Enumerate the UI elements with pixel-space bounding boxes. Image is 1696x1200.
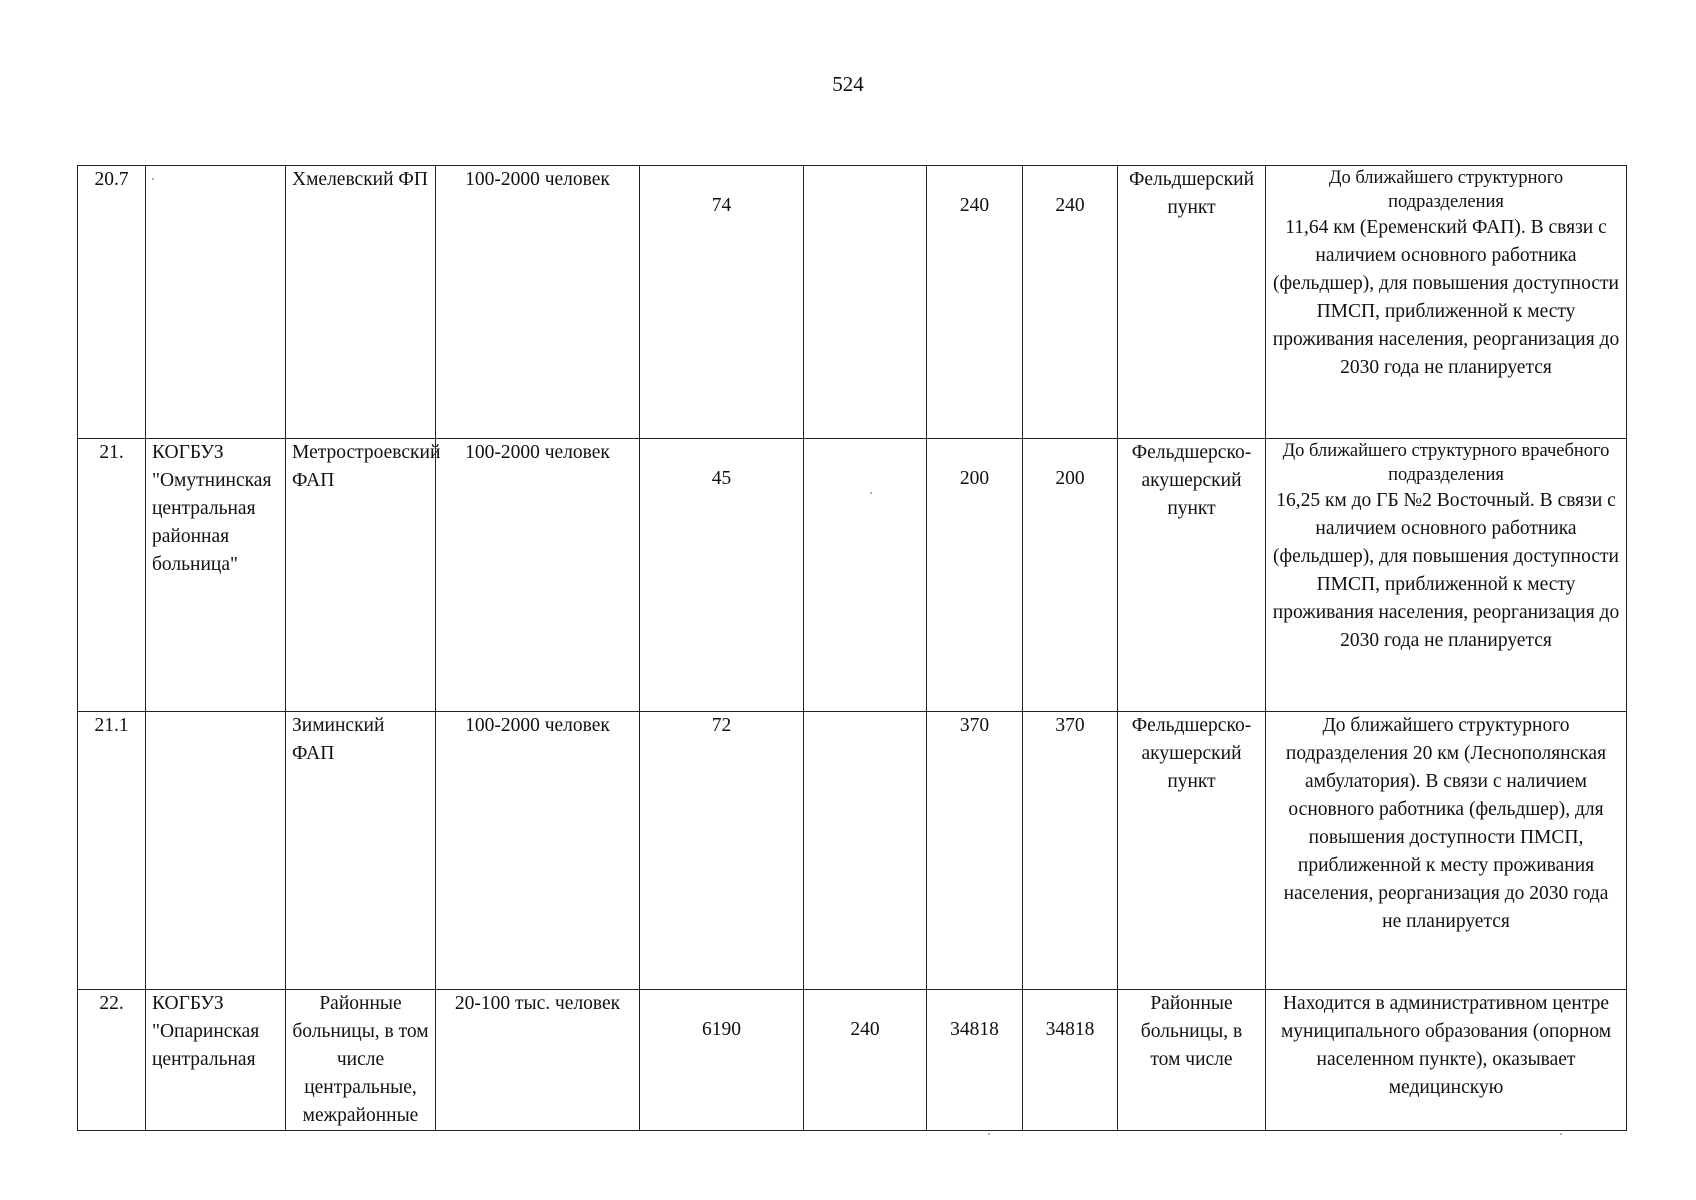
facility-name-cell: Хмелевский ФП: [286, 166, 436, 439]
value-cell: [804, 166, 927, 439]
table-row: [78, 990, 1627, 1131]
facility-type-cell: Фельдшерско-акушерский пункт: [1118, 439, 1266, 712]
value-cell: [1023, 990, 1118, 1131]
value-cell: [640, 439, 804, 712]
value-cell: [804, 712, 927, 990]
value-cell: [1023, 439, 1118, 712]
organization-cell: [146, 712, 286, 990]
note-head: До ближайшего структурного подразделения: [1328, 168, 1564, 212]
note-body: До ближайшего структурного подразделения 20 км (Леснополянская амбулатория). В связи с наличием основного работника (фельдшер), для повышения доступности ПМСП, приближенной к месту проживания населения, реорганизация до 2030 года не планируется: [1283, 715, 1609, 932]
facility-name-cell: Зиминский ФАП: [286, 712, 436, 990]
value-cell: [640, 990, 804, 1131]
value-cell: [927, 439, 1023, 712]
facility-name-cell: Метростроевский ФАП: [286, 439, 436, 712]
note-head: До ближайшего структурного врачебного подразделения: [1282, 441, 1610, 485]
value-text: 45: [711, 468, 732, 489]
facility-name-cell: Районные больницы, в том числе центральные, межрайонные: [286, 990, 436, 1131]
facility-type-cell: Районные больницы, в том числе: [1118, 990, 1266, 1131]
row-number: 22.: [78, 990, 146, 1131]
value-cell: 370: [1023, 712, 1118, 990]
value-text: 240: [1055, 195, 1085, 216]
value-text: 240: [959, 195, 990, 216]
value-text: 34818: [1045, 1019, 1095, 1040]
scan-speck: [152, 178, 154, 180]
value-text: 74: [711, 195, 732, 216]
value-cell: [804, 990, 927, 1131]
note-body: 11,64 км (Еременский ФАП). В связи с наличием основного работника (фельдшер), для повышения доступности ПМСП, приближенной к месту проживания населения, реорганизация до 2030 года не планируется: [1272, 217, 1620, 378]
row-number: 21.: [78, 439, 146, 712]
scan-speck: [1560, 1133, 1562, 1135]
note-body: Находится в административном центре муниципального образования (опорном населенном пункте), оказывает медицинскую: [1280, 993, 1612, 1098]
facility-type-cell: Фельдшерско-акушерский пункт: [1118, 712, 1266, 990]
note-body: 16,25 км до ГБ №2 Восточный. В связи с наличием основного работника (фельдшер), для повышения доступности ПМСП, приближенной к месту проживания населения, реорганизация до 2030 года не планируется: [1272, 490, 1620, 651]
population-cell: 20-100 тыс. человек: [436, 990, 640, 1131]
value-cell: [927, 166, 1023, 439]
table-row: [78, 712, 1627, 990]
row-number: 21.1: [78, 712, 146, 990]
page-number: 524: [832, 72, 864, 96]
note-cell: [1266, 166, 1627, 439]
value-text: [810, 439, 920, 465]
value-cell: 72: [640, 712, 804, 990]
note-cell: [1266, 712, 1627, 990]
table-row: [78, 166, 1627, 439]
population-cell: 100-2000 человек: [436, 712, 640, 990]
value-text: [810, 166, 920, 192]
note-cell: [1266, 439, 1627, 712]
value-text: 200: [1055, 468, 1085, 489]
organization-cell: КОГБУЗ "Омутнинская центральная районная больница": [146, 439, 286, 712]
table-row: [78, 439, 1627, 712]
value-text: 6190: [702, 1019, 741, 1040]
scan-speck: [988, 1133, 990, 1135]
facility-type-cell: Фельдшерский пункт: [1118, 166, 1266, 439]
value-text: 34818: [950, 1019, 999, 1040]
value-cell: [804, 439, 927, 712]
value-cell: 370: [927, 712, 1023, 990]
value-text: 240: [850, 1019, 880, 1040]
note-cell: [1266, 990, 1627, 1131]
value-cell: [640, 166, 804, 439]
scan-speck: [870, 492, 872, 494]
row-number: 20.7: [78, 166, 146, 439]
population-cell: 100-2000 человек: [436, 166, 640, 439]
organization-cell: КОГБУЗ "Опаринская центральная: [146, 990, 286, 1131]
value-cell: [927, 990, 1023, 1131]
facilities-table: [77, 165, 1627, 1131]
organization-cell: [146, 166, 286, 439]
value-text: 200: [959, 468, 990, 489]
value-cell: [1023, 166, 1118, 439]
population-cell: 100-2000 человек: [436, 439, 640, 712]
